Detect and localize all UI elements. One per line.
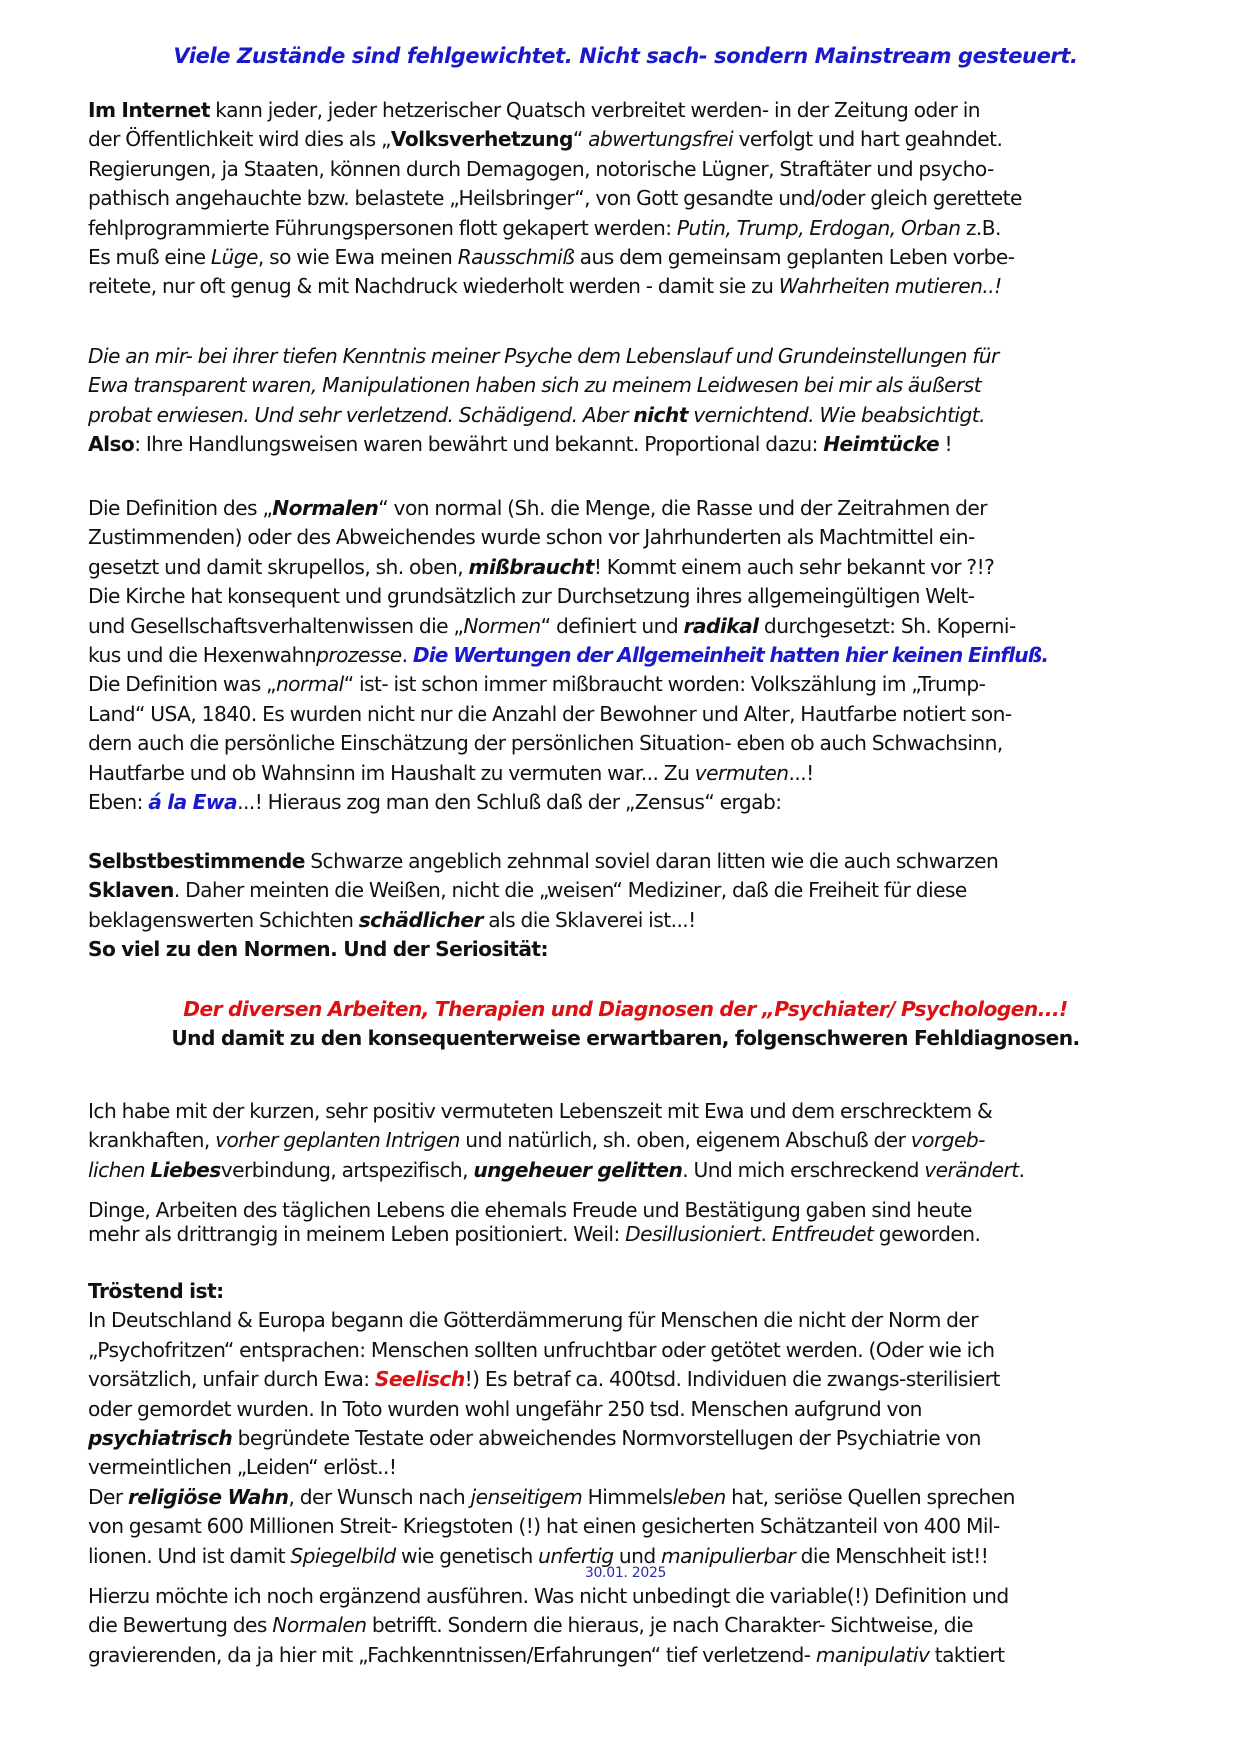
text-line: mehr als drittrangig in meinem Leben positioniert. Weil: Desillusioniert. Entfreudet geworden. — [88, 1222, 981, 1246]
highlight-blue: Die Wertungen der Allgemeinheit hatten hier keinen Einfluß. — [412, 643, 1049, 668]
text-line: So viel zu den Normen. Und der Seriosität: — [88, 937, 549, 962]
text-line: Der religiöse Wahn, der Wunsch nach jenseitigem Himmelsleben hat, seriöse Quellen sprechen — [88, 1484, 1015, 1509]
text-line: lichen Liebesverbindung, artspezifisch, ungeheuer gelitten. Und mich erschreckend verändert. — [88, 1157, 1025, 1182]
text-line: „Psychofritzen“ entsprachen: Menschen sollten unfruchtbar oder getötet werden. (Oder wie ich — [88, 1337, 995, 1362]
paragraph-daily-life — [88, 1198, 1163, 1246]
highlight-red: Seelisch — [374, 1367, 465, 1392]
text-line: Hierzu möchte ich noch ergänzend ausführen. Was nicht unbedingt die variable(!) Definition und — [88, 1584, 1009, 1608]
text-line: fehlprogrammierte Führungspersonen flott gekapert werden: Putin, Trump, Erdogan, Orban z.B. — [88, 215, 1001, 240]
text-line: Es muß eine Lüge, so wie Ewa meinen Rausschmiß aus dem gemeinsam geplanten Leben vorbe- — [88, 245, 1015, 270]
text-line: lionen. Und ist damit Spiegelbild wie genetisch unfertig und manipulierbar die Menschheit ist!! — [88, 1543, 989, 1568]
text-line: gesetzt und damit skrupellos, sh. oben, mißbraucht! Kommt einem auch sehr bekannt vor ?!? — [88, 554, 995, 579]
text-line: Sklaven. Daher meinten die Weißen, nicht die „weisen“ Mediziner, daß die Freiheit für diese — [88, 878, 967, 903]
text-line: Selbstbestimmende Schwarze angeblich zehnmal soviel daran litten wie die auch schwarzen — [88, 849, 999, 873]
section-heading — [88, 995, 1163, 1054]
text-line: Hautfarbe und ob Wahnsinn im Haushalt zu vermuten war... Zu vermuten...! — [88, 760, 814, 785]
paragraph-addendum — [88, 1582, 1163, 1670]
text-line: Die Kirche hat konsequent und grundsätzlich zur Durchsetzung ihres allgemeingültigen Welt- — [88, 584, 975, 609]
text-line: Regierungen, ja Staaten, können durch Demagogen, notorische Lügner, Straftäter und psycho- — [88, 156, 994, 181]
paragraph-census — [88, 847, 1163, 965]
text-line: Also: Ihre Handlungsweisen waren bewährt und bekannt. Proportional dazu: Heimtücke ! — [88, 432, 953, 457]
highlight-blue: á la Ewa — [148, 790, 238, 815]
text-line: psychiatrisch begründete Testate oder abweichendes Normvorstellugen der Psychiatrie von — [88, 1426, 981, 1451]
text-line: Ewa transparent waren, Manipulationen haben sich zu meinem Leidwesen bei mir als äußerst — [88, 373, 982, 398]
text-line: Die an mir- bei ihrer tiefen Kenntnis meiner Psyche dem Lebenslauf und Grundeinstellungen für — [88, 344, 999, 368]
paragraph-title: Tröstend ist: — [88, 1279, 224, 1303]
text-line: und Gesellschaftsverhaltenwissen die „Normen“ definiert und radikal durchgesetzt: Sh. Koperni- — [88, 613, 1016, 638]
heading-red: Der diversen Arbeiten, Therapien und Diagnosen der „Psychiater/ Psychologen...! — [183, 997, 1068, 1021]
text-line: beklagenswerten Schichten schädlicher als die Sklaverei ist...! — [88, 907, 696, 932]
date-stamp: 30.01. 2025 — [584, 1565, 667, 1581]
document-headline: Viele Zustände sind fehlgewichtet. Nicht sach- sondern Mainstream gesteuert. — [173, 44, 1078, 68]
text-line: Ich habe mit der kurzen, sehr positiv vermuteten Lebenszeit mit Ewa und dem erschrecktem & — [88, 1099, 993, 1123]
text-line: vorsätzlich, unfair durch Ewa: Seelisch!) Es betraf ca. 400tsd. Individuen die zwangs-sterilisiert — [88, 1367, 1000, 1392]
paragraph-definition — [88, 494, 1163, 817]
text-line: Land“ USA, 1840. Es wurden nicht nur die Anzahl der Bewohner und Alter, Hautfarbe notiert son- — [88, 701, 1012, 726]
text-line: oder gemordet wurden. In Toto wurden wohl ungefähr 250 tsd. Menschen aufgrund von — [88, 1396, 922, 1421]
paragraph-consolation — [88, 1277, 1163, 1571]
text-line: Zustimmenden) oder des Abweichendes wurde schon vor Jahrhunderten als Machtmittel ein- — [88, 525, 975, 550]
text-line: Die Definition des „Normalen“ von normal (Sh. die Menge, die Rasse und der Zeitrahmen der — [88, 496, 987, 520]
text-line: kus und die Hexenwahnprozesse. Die Wertungen der Allgemeinheit hatten hier keinen Einfluß. — [88, 643, 1049, 668]
text-line: gravierenden, da ja hier mit „Fachkenntnissen/Erfahrungen“ tief verletzend- manipulativ taktiert — [88, 1642, 1005, 1667]
text-line: In Deutschland & Europa begann die Götterdämmerung für Menschen die nicht der Norm der — [88, 1308, 979, 1333]
text-line: Eben: á la Ewa...! Hieraus zog man den Schluß daß der „Zensus“ ergab: — [88, 790, 782, 815]
text-line: der Öffentlichkeit wird dies als „Volksverhetzung“ abwertungsfrei verfolgt und hart geahndet. — [88, 127, 1003, 152]
text-line: vermeintlichen „Leiden“ erlöst..! — [88, 1455, 397, 1480]
text-line: probat erwiesen. Und sehr verletzend. Schädigend. Aber nicht vernichtend. Wie beabsichtigt. — [88, 402, 985, 427]
text-line: reitete, nur oft genug & mit Nachdruck wiederholt werden - damit sie zu Wahrheiten mutieren..! — [88, 274, 1002, 299]
text-line: Dinge, Arbeiten des täglichen Lebens die ehemals Freude und Bestätigung gaben sind heute — [88, 1198, 972, 1222]
text-line: die Bewertung des Normalen betrifft. Sondern die hieraus, je nach Charakter- Sichtweise, die — [88, 1613, 973, 1638]
text-line: Im Internet kann jeder, jeder hetzerischer Quatsch verbreitet werden- in der Zeitung oder in — [88, 98, 980, 122]
text-line: dern auch die persönliche Einschätzung der persönlichen Situation- eben ob auch Schwachsinn, — [88, 731, 1003, 756]
paragraph-internet — [88, 96, 1163, 302]
paragraph-manipulation — [88, 342, 1163, 460]
heading-black: Und damit zu den konsequenterweise erwartbaren, folgenschweren Fehldiagnosen. — [171, 1026, 1080, 1051]
text-line: Die Definition was „normal“ ist- ist schon immer mißbraucht worden: Volkszählung im „Trump- — [88, 672, 986, 697]
paragraph-personal — [88, 1097, 1163, 1185]
text-line: von gesamt 600 Millionen Streit- Kriegstoten (!) hat einen gesicherten Schätzanteil von 400 Mil- — [88, 1514, 1000, 1539]
text-line: pathisch angehauchte bzw. belastete „Heilsbringer“, von Gott gesandte und/oder gleich gerettete — [88, 186, 1022, 211]
text-line: krankhaften, vorher geplanten Intrigen und natürlich, sh. oben, eigenem Abschuß der vorgeb- — [88, 1128, 985, 1153]
